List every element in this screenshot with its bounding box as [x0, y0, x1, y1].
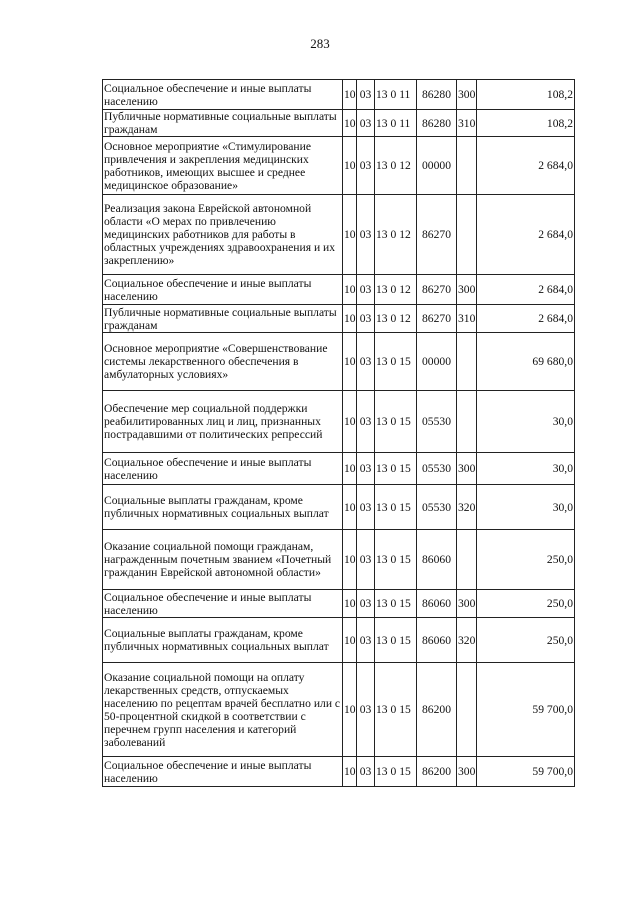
row-subsection-code: 03: [357, 757, 375, 787]
row-expense-type-code: 300: [457, 453, 477, 485]
row-section-code: 10: [343, 137, 357, 195]
table-row: [103, 485, 575, 530]
row-section-code: 10: [343, 80, 357, 110]
row-program-code: 13 0 11: [375, 80, 417, 110]
row-expense-type-code: 310: [457, 110, 477, 137]
table-row: [103, 275, 575, 305]
table-row: [103, 453, 575, 485]
row-direction-code: 00000: [417, 137, 457, 195]
row-direction-code: 86280: [417, 80, 457, 110]
row-program-code: 13 0 11: [375, 110, 417, 137]
row-subsection-code: 03: [357, 590, 375, 618]
row-program-code: 13 0 15: [375, 663, 417, 757]
row-subsection-code: 03: [357, 195, 375, 275]
row-name: Публичные нормативные социальные выплаты гражданам: [103, 305, 343, 333]
row-direction-code: 86200: [417, 663, 457, 757]
row-subsection-code: 03: [357, 275, 375, 305]
table-row: [103, 530, 575, 590]
row-subsection-code: 03: [357, 137, 375, 195]
row-name: Основное мероприятие «Совершенствование системы лекарственного обеспечения в амбулаторных условиях»: [103, 333, 343, 391]
row-amount: 2 684,0: [477, 195, 575, 275]
row-program-code: 13 0 15: [375, 618, 417, 663]
row-expense-type-code: 300: [457, 590, 477, 618]
row-expense-type-code: [457, 663, 477, 757]
row-section-code: 10: [343, 485, 357, 530]
row-direction-code: 86060: [417, 590, 457, 618]
row-section-code: 10: [343, 530, 357, 590]
table-row: [103, 80, 575, 110]
row-amount: 108,2: [477, 80, 575, 110]
row-section-code: 10: [343, 590, 357, 618]
row-name: Основное мероприятие «Стимулирование привлечения и закрепления медицинских работников, имеющих высшее и среднее медицинское образование»: [103, 137, 343, 195]
row-program-code: 13 0 12: [375, 275, 417, 305]
row-amount: 2 684,0: [477, 305, 575, 333]
row-amount: 2 684,0: [477, 137, 575, 195]
row-direction-code: 86060: [417, 530, 457, 590]
row-section-code: 10: [343, 391, 357, 453]
row-amount: 250,0: [477, 618, 575, 663]
row-name: Оказание социальной помощи гражданам, награжденным почетным званием «Почетный гражданин Еврейской автономной области»: [103, 530, 343, 590]
row-direction-code: 00000: [417, 333, 457, 391]
table-row: [103, 333, 575, 391]
row-section-code: 10: [343, 757, 357, 787]
row-amount: 59 700,0: [477, 663, 575, 757]
row-expense-type-code: [457, 391, 477, 453]
row-name: Обеспечение мер социальной поддержки реабилитированных лиц и лиц, признанных пострадавшими от политических репрессий: [103, 391, 343, 453]
row-expense-type-code: 320: [457, 618, 477, 663]
row-program-code: 13 0 15: [375, 757, 417, 787]
row-section-code: 10: [343, 195, 357, 275]
row-subsection-code: 03: [357, 530, 375, 590]
row-program-code: 13 0 15: [375, 530, 417, 590]
row-amount: 30,0: [477, 453, 575, 485]
budget-table-body: [103, 80, 575, 787]
page-number: 283: [310, 36, 330, 51]
row-section-code: 10: [343, 663, 357, 757]
row-name: Оказание социальной помощи на оплату лекарственных средств, отпускаемых населению по рецептам врачей бесплатно или с 50-процентной скидкой в соответствии с перечнем групп населения и категорий заболеваний: [103, 663, 343, 757]
row-amount: 59 700,0: [477, 757, 575, 787]
row-amount: 250,0: [477, 530, 575, 590]
row-amount: 2 684,0: [477, 275, 575, 305]
row-amount: 108,2: [477, 110, 575, 137]
row-subsection-code: 03: [357, 663, 375, 757]
row-section-code: 10: [343, 305, 357, 333]
row-expense-type-code: 320: [457, 485, 477, 530]
row-subsection-code: 03: [357, 618, 375, 663]
row-program-code: 13 0 15: [375, 333, 417, 391]
table-row: [103, 757, 575, 787]
row-direction-code: 05530: [417, 485, 457, 530]
row-amount: 30,0: [477, 391, 575, 453]
row-subsection-code: 03: [357, 110, 375, 137]
row-direction-code: 86280: [417, 110, 457, 137]
row-name: Публичные нормативные социальные выплаты гражданам: [103, 110, 343, 137]
row-program-code: 13 0 12: [375, 305, 417, 333]
row-program-code: 13 0 15: [375, 453, 417, 485]
row-subsection-code: 03: [357, 453, 375, 485]
row-section-code: 10: [343, 618, 357, 663]
row-name: Социальные выплаты гражданам, кроме публичных нормативных социальных выплат: [103, 485, 343, 530]
row-expense-type-code: 300: [457, 275, 477, 305]
row-direction-code: 05530: [417, 391, 457, 453]
row-subsection-code: 03: [357, 305, 375, 333]
row-direction-code: 86060: [417, 618, 457, 663]
table-row: [103, 618, 575, 663]
row-subsection-code: 03: [357, 485, 375, 530]
row-program-code: 13 0 15: [375, 485, 417, 530]
row-direction-code: 86270: [417, 275, 457, 305]
row-direction-code: 86270: [417, 195, 457, 275]
row-expense-type-code: [457, 137, 477, 195]
row-section-code: 10: [343, 275, 357, 305]
row-amount: 69 680,0: [477, 333, 575, 391]
row-expense-type-code: [457, 195, 477, 275]
row-direction-code: 86200: [417, 757, 457, 787]
row-expense-type-code: 310: [457, 305, 477, 333]
row-amount: 250,0: [477, 590, 575, 618]
table-row: [103, 663, 575, 757]
row-name: Социальное обеспечение и иные выплаты населению: [103, 80, 343, 110]
row-section-code: 10: [343, 453, 357, 485]
row-section-code: 10: [343, 110, 357, 137]
row-name: Социальное обеспечение и иные выплаты населению: [103, 757, 343, 787]
row-expense-type-code: 300: [457, 80, 477, 110]
row-section-code: 10: [343, 333, 357, 391]
row-name: Социальное обеспечение и иные выплаты населению: [103, 590, 343, 618]
row-name: Социальное обеспечение и иные выплаты населению: [103, 453, 343, 485]
row-expense-type-code: 300: [457, 757, 477, 787]
row-name: Реализация закона Еврейской автономной области «О мерах по привлечению медицинских работников для работы в областных учреждениях здравоохранения и их закреплению»: [103, 195, 343, 275]
budget-table: [102, 79, 575, 787]
row-direction-code: 86270: [417, 305, 457, 333]
row-subsection-code: 03: [357, 80, 375, 110]
row-expense-type-code: [457, 530, 477, 590]
row-name: Социальное обеспечение и иные выплаты населению: [103, 275, 343, 305]
table-row: [103, 110, 575, 137]
row-subsection-code: 03: [357, 333, 375, 391]
table-row: [103, 590, 575, 618]
table-row: [103, 391, 575, 453]
table-row: [103, 195, 575, 275]
row-program-code: 13 0 12: [375, 195, 417, 275]
row-program-code: 13 0 15: [375, 590, 417, 618]
row-name: Социальные выплаты гражданам, кроме публичных нормативных социальных выплат: [103, 618, 343, 663]
row-amount: 30,0: [477, 485, 575, 530]
row-subsection-code: 03: [357, 391, 375, 453]
row-program-code: 13 0 12: [375, 137, 417, 195]
table-row: [103, 305, 575, 333]
table-row: [103, 137, 575, 195]
row-program-code: 13 0 15: [375, 391, 417, 453]
row-direction-code: 05530: [417, 453, 457, 485]
row-expense-type-code: [457, 333, 477, 391]
